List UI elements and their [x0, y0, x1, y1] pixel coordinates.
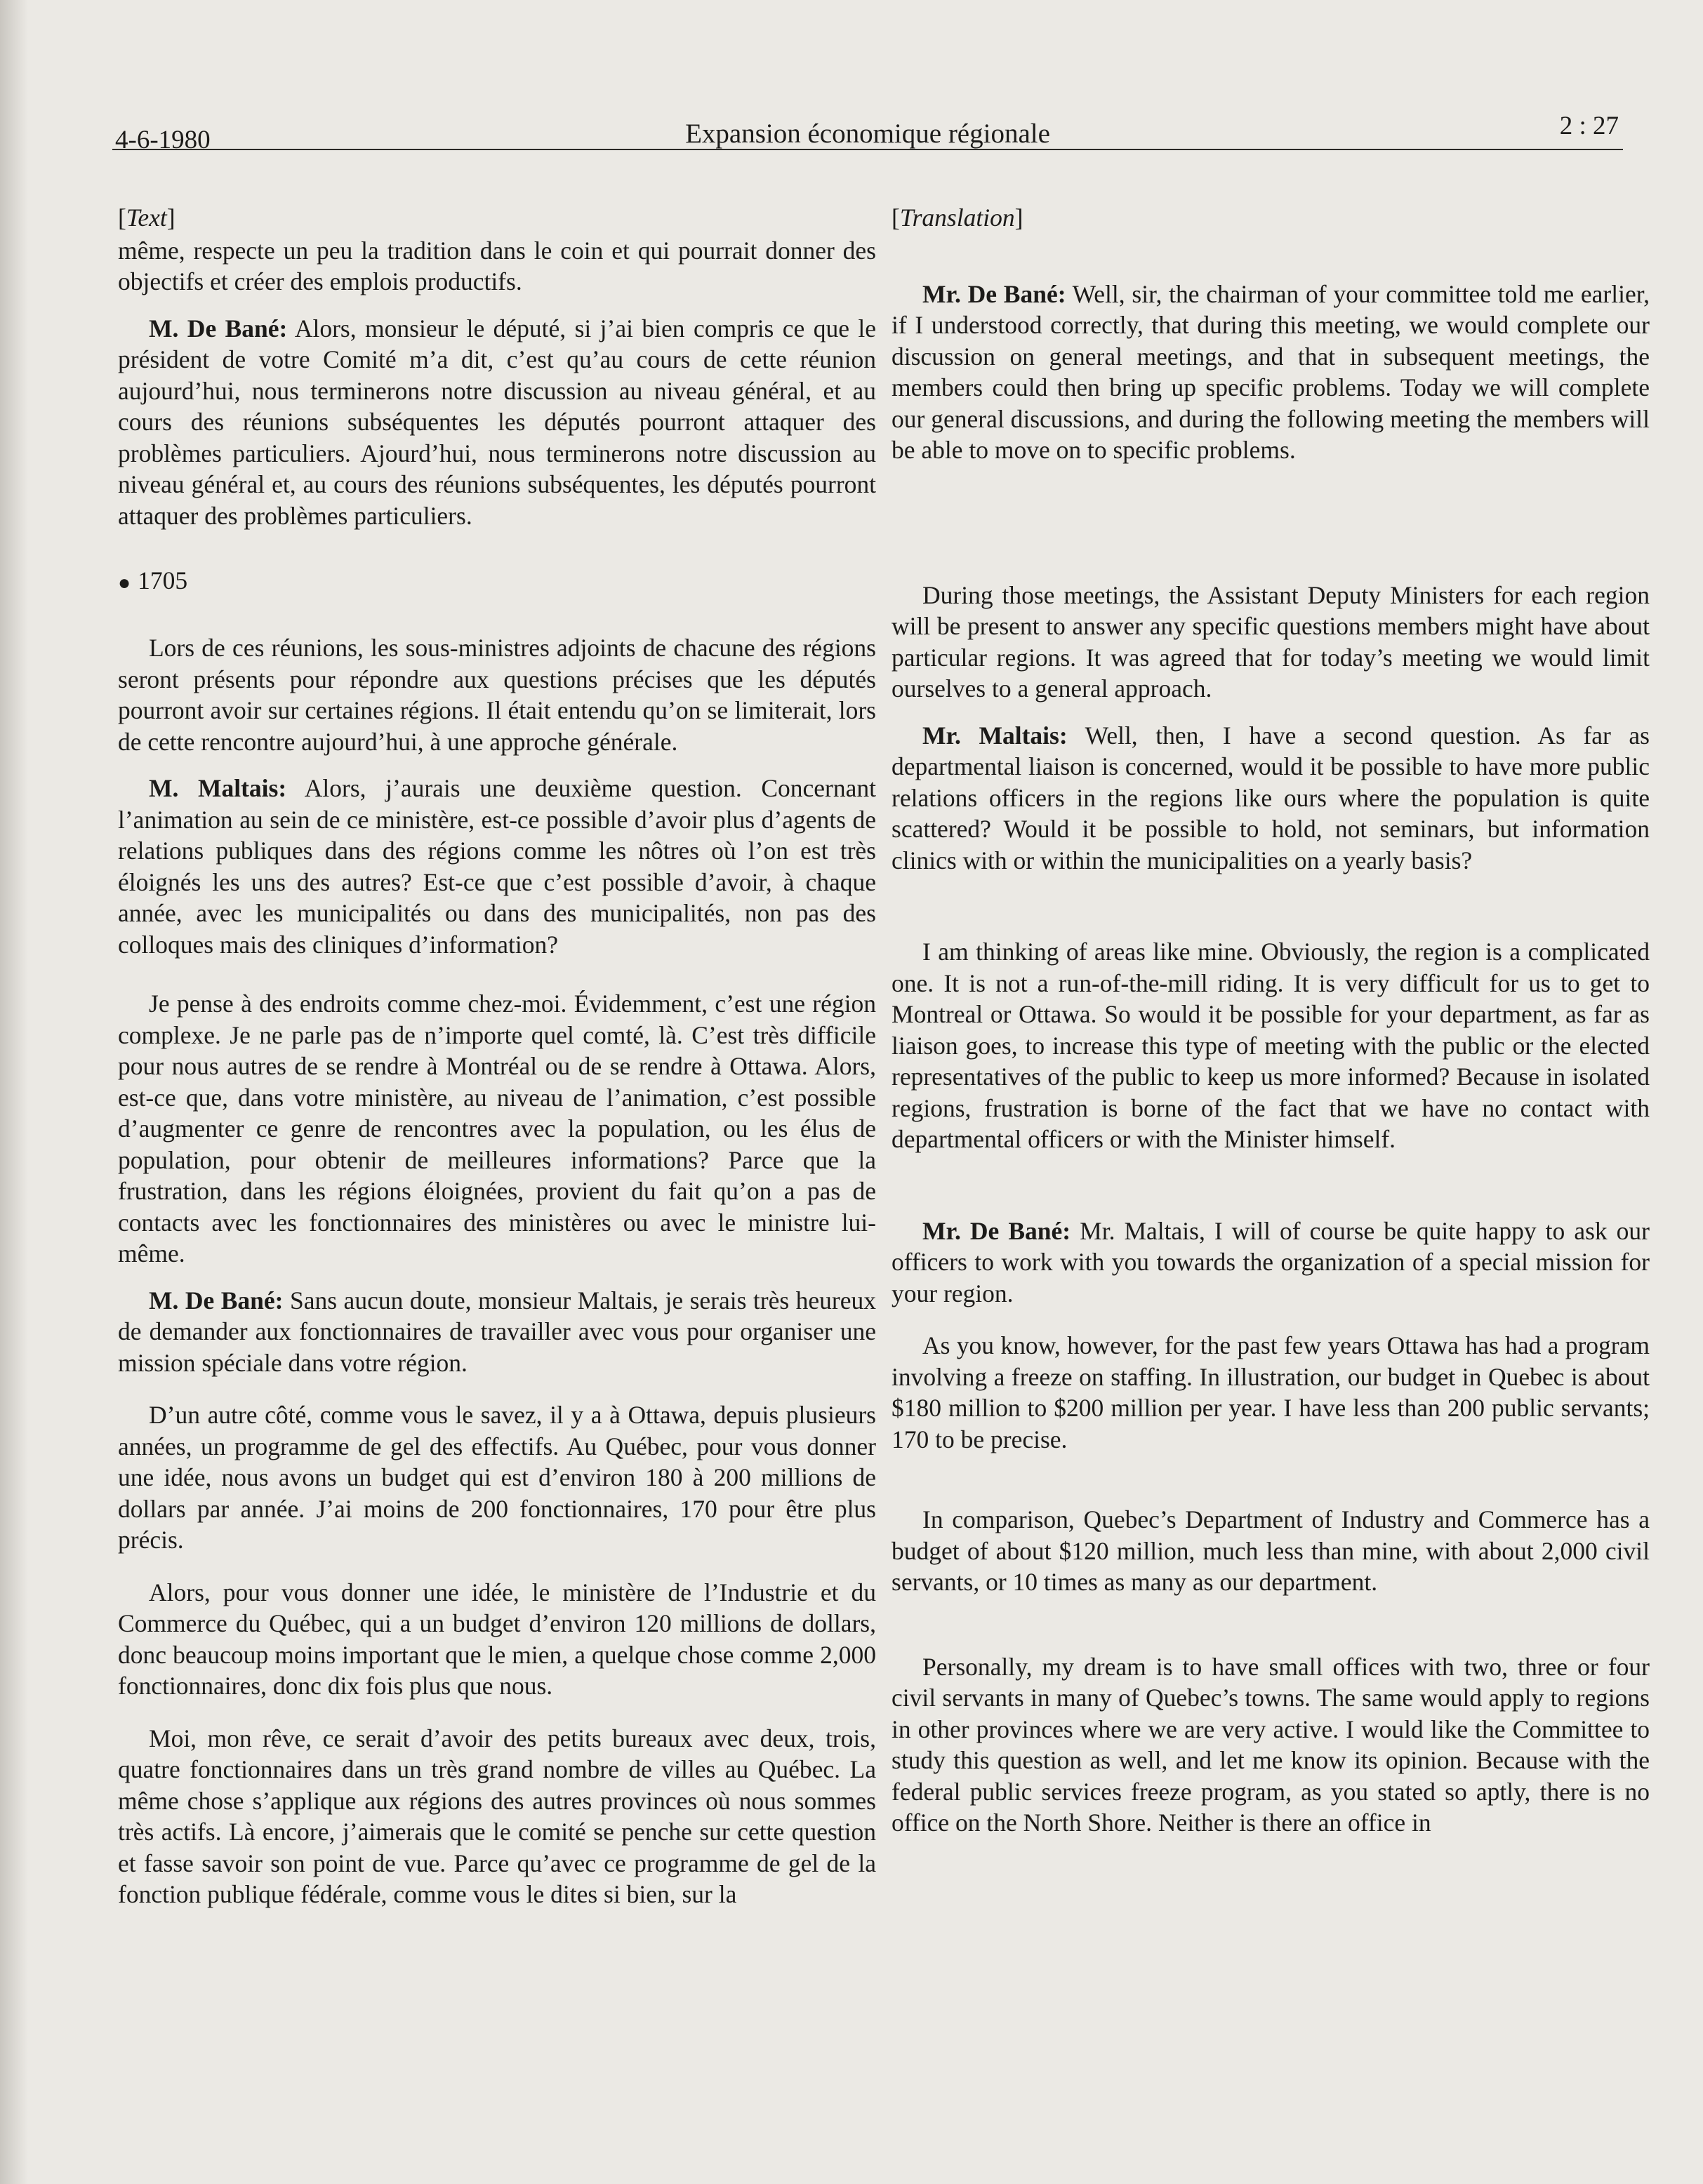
speaker-name: Mr. De Bané: — [922, 279, 1066, 308]
speaker-name: M. De Bané: — [149, 1286, 284, 1314]
speech-paragraph: Mr. Maltais: Well, then, I have a second question. As far as departmental liaison is concerned, would it be possible to have more public relations officers in the regions like ours where the population is quite scattered? Would it be possible to hold, not seminars, but information clinics with or within the municipalities on a yearly basis? — [892, 721, 1650, 874]
paragraph: Personally, my dream is to have small offices with two, three or four civil servants in many of Quebec’s towns. The same would apply to regions in other provinces where we are very active. I would like the Committee to study this question as well, and let me know its opinion. Because with the federal public services freeze program, as you stated so aptly, there is no office on the North Shore. Neither is there an office in — [892, 1652, 1650, 1837]
speaker-name: M. Maltais: — [149, 774, 287, 803]
header-page-number: 2 : 27 — [1559, 112, 1619, 140]
paragraph: même, respecte un peu la tradition dans le coin et qui pourrait donner des objectifs et créer des emplois productifs. — [118, 236, 876, 295]
french-column — [118, 202, 876, 1910]
paragraph: Je pense à des endroits comme chez-moi. Évidemment, c’est une région complexe. Je ne parle pas de n’importe quel comté, là. C’est très difficile pour nous autres de se rendre à Montréal ou de se rendre à Ottawa. Alors, est-ce que, dans votre ministère, au niveau de l’animation, c’est possible d’augmenter ce genre de rencontres avec la population, ou les élus de population, pour obtenir de meilleures informations? Parce que la frustration, dans les régions éloignées, provient du fait qu’on a pas de contacts avec les fonctionnaires des ministères ou avec le ministre lui-même. — [118, 990, 876, 1268]
speech-paragraph: M. Maltais: Alors, j’aurais une deuxième question. Concernant l’animation au sein de ce ministère, est-ce possible d’avoir plus d’agents de relations publiques dans des régions comme les nôtres où l’on est très éloignés les uns des autres? Est-ce que c’est possible d’avoir, à chaque année, avec les municipalités ou dans des municipalités, non pas des colloques mais des cliniques d’information? — [118, 774, 877, 959]
paragraph: Alors, pour vous donner une idée, le ministère de l’Industrie et du Commerce du Québec, qui a un budget d’environ 120 millions de dollars, donc beaucoup moins important que le mien, a quelque chose comme 2,000 fonctionnaires, donc dix fois plus que nous. — [118, 1578, 876, 1700]
speaker-name: Mr. De Bané: — [922, 1216, 1071, 1245]
paragraph: D’un autre côté, comme vous le savez, il y a à Ottawa, depuis plusieurs années, un programme de gel des effectifs. Au Québec, pour vous donner une idée, nous avons un budget qui est d’environ 180 à 200 millions de dollars par année. J’ai moins de 200 fonctionnaires, 170 pour être plus précis. — [118, 1401, 876, 1554]
speech-paragraph: Mr. De Bané: Well, sir, the chairman of your committee told me earlier, if I understood correctly, that during this meeting, we would complete our discussion on general meetings, and that in subsequent meetings, the members could then bring up specific problems. Today we will complete our general discussions, and during the following meeting the members will be able to move on to specific problems. — [892, 279, 1650, 464]
paragraph: During those meetings, the Assistant Deputy Ministers for each region will be present to answer any specific questions members might have about particular regions. It was agreed that for today’s meeting we would limit ourselves to a general approach. — [892, 580, 1650, 703]
binding-shadow — [0, 0, 28, 2184]
header-title: Expansion économique régionale — [685, 119, 1050, 149]
bullet-icon: ● — [118, 571, 131, 594]
paragraph: Lors de ces réunions, les sous-ministres adjoints de chacune des régions seront présents pour répondre aux questions précises que les députés pourront avoir sur certaines régions. Il était entendu qu’on se limiterait, lors de cette rencontre aujourd’hui, à une approche générale. — [118, 634, 876, 756]
english-column — [892, 202, 1650, 1839]
header-date: 4-6-1980 — [115, 126, 211, 154]
speaker-name: Mr. Maltais: — [922, 721, 1068, 750]
header-rule — [112, 149, 1623, 150]
paragraph: In comparison, Quebec’s Department of Industry and Commerce has a budget of about $120 million, much less than mine, with about 2,000 civil servants, or 10 times as many as our department. — [892, 1505, 1650, 1596]
speaker-name: M. De Bané: — [149, 314, 288, 342]
speech-paragraph: M. De Bané: Sans aucun doute, monsieur Maltais, je serais très heureux de demander aux fonctionnaires de travailler avec vous pour organiser une mission spéciale dans votre région. — [118, 1286, 877, 1377]
paragraph: Moi, mon rêve, ce serait d’avoir des petits bureaux avec deux, trois, quatre fonctionnaires dans un très grand nombre de villes au Québec. La même chose s’applique aux régions des autres provinces où nous sommes très actifs. Là encore, j’aimerais que le comité se penche sur cette question et fasse savoir son point de vue. Parce qu’avec ce programme de gel de la fonction publique fédérale, comme vous le dites si bien, sur la — [118, 1724, 876, 1909]
page-header — [112, 105, 1623, 154]
paragraph: As you know, however, for the past few years Ottawa has had a program involving a freeze on staffing. In illustration, our budget in Quebec is about $180 million to $200 million per year. I have less than 200 public servants; 170 to be precise. — [892, 1331, 1650, 1453]
speech-paragraph: M. De Bané: Alors, monsieur le député, si j’ai bien compris ce que le président de votre Comité m’a dit, c’est qu’au cours de cette réunion aujourd’hui, nous terminerons notre discussion au niveau général, et au cours des réunions subséquentes les députés pourront attaquer des problèmes particuliers. Ajourd’hui, nous terminerons notre discussion au niveau général et, au cours des réunions subséquentes, les députés pourront attaquer des problèmes particuliers. — [118, 314, 877, 530]
paragraph: I am thinking of areas like mine. Obviously, the region is a complicated one. It is not a run-of-the-mill riding. It is very difficult for us to get to Montreal or Ottawa. So would it be possible for your department, as far as liaison goes, to increase this type of meeting with the public or the elected representatives of the public to keep us more informed? Because in isolated regions, frustration is borne of the fact that we have no contact with departmental officers or with the Minister himself. — [892, 938, 1650, 1153]
column-tag-translation: [Translation] — [892, 204, 1023, 232]
speech-paragraph: Mr. De Bané: Mr. Maltais, I will of course be quite happy to ask our officers to work with you towards the organization of a special mission for your region. — [892, 1216, 1650, 1307]
timestamp: ● 1705 — [118, 566, 188, 594]
column-tag-text: [Text] — [118, 204, 175, 232]
